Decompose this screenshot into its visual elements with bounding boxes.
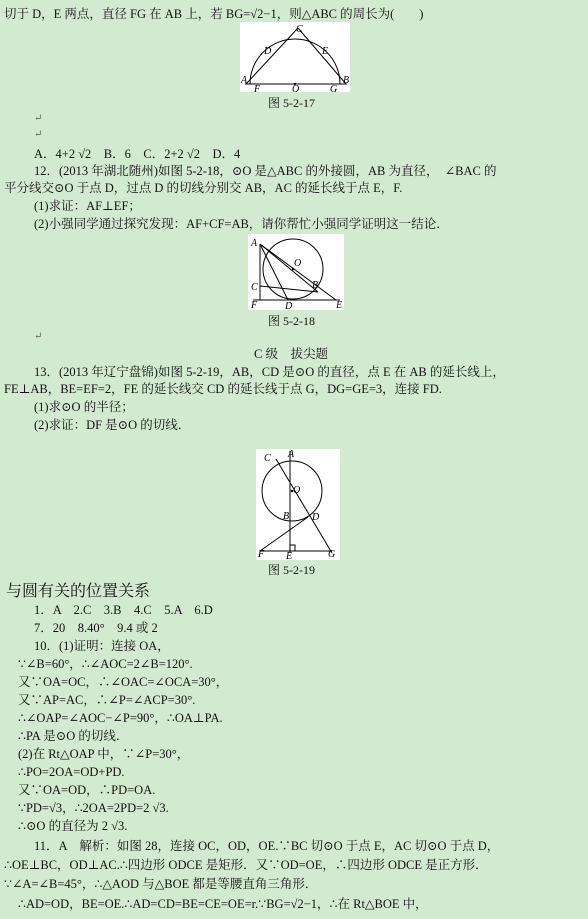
answers-heading: 与圆有关的位置关系: [6, 583, 151, 600]
figure-5-2-19-drawing: [256, 449, 340, 560]
answer-line: (2)在 Rt△OAP 中，∵∠P=30°，: [18, 747, 190, 761]
fig19-label-g: G: [328, 549, 336, 560]
fig17-label-o: O: [292, 84, 300, 92]
problem-11-options: A．4+2 √2 B．6 C．2+2 √2 D．4: [34, 147, 241, 161]
fig19-label-b: B: [283, 511, 290, 522]
fig18-label-f: F: [251, 300, 258, 310]
fig18-label-a: A: [251, 238, 258, 249]
answer-line: 1．A 2.C 3.B 4.C 5.A 6.D: [34, 603, 213, 617]
answer-line: ∴PA 是⊙O 的切线．: [18, 729, 129, 743]
answer-line: ∴∠OAP=∠AOC−∠P=90°，∴OA⊥PA.: [18, 711, 223, 725]
fig19-label-f: F: [258, 549, 265, 560]
problem-11-stem: 切于 D，E 两点，直径 FG 在 AB 上，若 BG=√2−1，则△ABC 的周长为( ): [4, 7, 424, 21]
figure-5-2-18: [248, 234, 344, 310]
problem-12-line-2: 平分线交⊙O 于点 D，过点 D 的切线分别交 AB，AC 的延长线于点 E，F.: [4, 181, 403, 195]
fig19-label-e: E: [286, 551, 293, 560]
fig17-label-d: D: [264, 46, 272, 57]
figure-5-2-19: [256, 449, 340, 560]
problem-13-line-2: FE⊥AB，BE=EF=2，FE 的延长线交 CD 的延长线于点 G，DG=GE=3，连接 FD.: [4, 382, 442, 396]
fig17-label-a: A: [241, 75, 248, 86]
figure-5-2-18-caption: 图 5-2-18: [268, 314, 315, 328]
figure-5-2-17-caption: 图 5-2-17: [268, 96, 315, 110]
problem-13-part-2: (2)求证：DF 是⊙O 的切线．: [34, 418, 191, 432]
problem-12-line-1: 12．(2013 年湖北随州)如图 5-2-18，⊙O 是△ABC 的外接圆，AB 为直径， ∠BAC 的: [34, 164, 497, 178]
figure-5-2-18-drawing: [248, 234, 344, 310]
problem-12-part-1: (1)求证：AF⊥EF；: [34, 199, 141, 213]
figure-5-2-19-caption: 图 5-2-19: [268, 563, 315, 577]
fig18-label-d: D: [285, 301, 293, 310]
paragraph-mark: ↵: [34, 129, 43, 140]
fig19-label-o: O: [293, 485, 301, 496]
fig17-label-b: B: [343, 75, 350, 86]
answer-line: 又∵OA=OD，∴PD=OA.: [18, 783, 156, 797]
fig17-label-e: E: [322, 46, 329, 57]
fig17-label-g: G: [330, 84, 338, 92]
answer-line: 又∵OA=OC，∴∠OAC=∠OCA=30°，: [18, 675, 229, 689]
section-c-heading: C 级 拔尖题: [254, 347, 328, 361]
fig17-label-f: F: [254, 84, 261, 92]
answer-line: ∴PO=2OA=OD+PD.: [18, 765, 125, 779]
answer-line: 10．(1)证明：连接 OA，: [34, 639, 170, 653]
fig18-label-o: O: [294, 258, 302, 269]
fig18-label-b: B: [312, 280, 319, 291]
answer-line: ∴AD=OD，BE=OE.∴AD=CD=BE=CE=OE=r.∵BG=√2−1，∴在 Rt△BOE 中，: [18, 897, 428, 911]
answer-line: ∴OE⊥BC，OD⊥AC.∴四边形 ODCE 是矩形．又∵OD=OE，∴四边形 ODCE 是正方形．: [4, 858, 488, 872]
answer-line: 又∵AP=AC，∴∠P=∠ACP=30°.: [18, 693, 196, 707]
figure-5-2-17: [240, 22, 350, 92]
problem-12-part-2: (2)小强同学通过探究发现：AF+CF=AB，请你帮忙小强同学证明这一结论．: [34, 217, 449, 231]
paragraph-mark: ↵: [34, 331, 43, 342]
fig19-label-d: D: [312, 512, 320, 523]
fig17-label-c: C: [296, 24, 303, 35]
answer-line: ∵PD=√3，∴2OA=2PD=2 √3.: [18, 801, 169, 815]
fig19-label-a: A: [288, 449, 295, 460]
answer-line: ∵∠A=∠B=45°，∴△AOD 与△BOE 都是等腰直角三角形．: [4, 877, 318, 891]
paragraph-mark: ↵: [34, 113, 43, 124]
problem-13-part-1: (1)求⊙O 的半径；: [34, 400, 134, 414]
answer-line: 11．A 解析：如图 28，连接 OC，OD，OE.∵BC 切⊙O 于点 E，AC 切⊙O 于点 D，: [34, 839, 500, 853]
fig18-label-c: C: [251, 282, 258, 293]
problem-13-line-1: 13．(2013 年辽宁盘锦)如图 5-2-19，AB，CD 是⊙O 的直径，点 E 在 AB 的延长线上，: [34, 365, 505, 379]
fig18-label-e: E: [336, 300, 343, 310]
figure-5-2-17-drawing: [240, 22, 350, 92]
answer-line: 7．20 8.40° 9.4 或 2: [34, 621, 158, 635]
answer-line: ∴⊙O 的直径为 2 √3.: [18, 819, 128, 833]
fig19-label-c: C: [264, 453, 271, 464]
answer-line: ∵∠B=60°，∴∠AOC=2∠B=120°.: [18, 657, 193, 671]
